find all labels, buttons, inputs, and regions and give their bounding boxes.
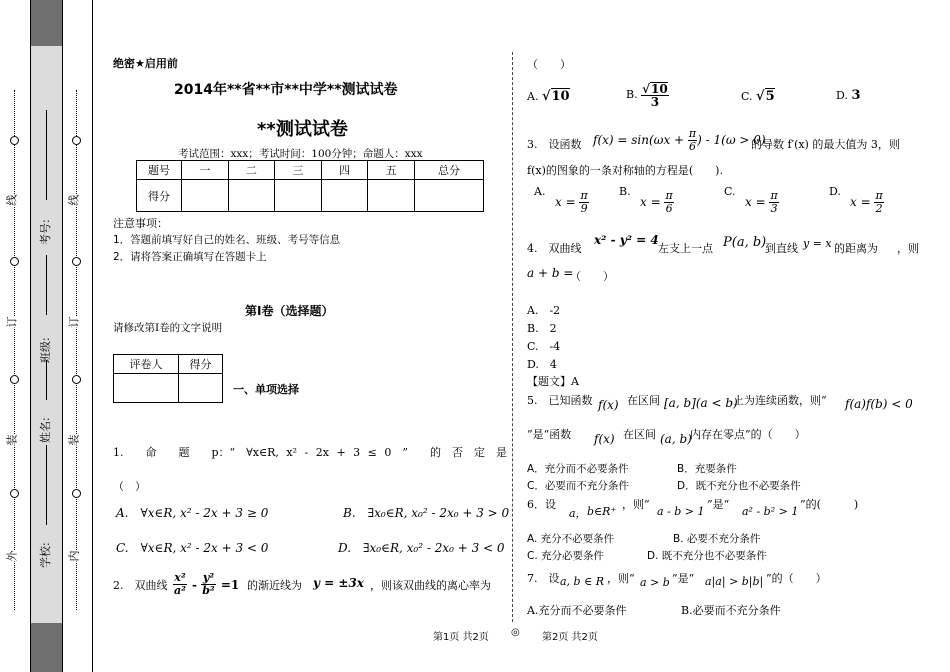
exam-info: 考试范围：xxx；考试时间：100分钟；命题人：xxx: [178, 148, 423, 160]
q7-post: ”的（ ）: [766, 572, 827, 585]
q6-mid2: ”是“: [707, 498, 730, 511]
inner-label-zhuang: 装: [67, 434, 81, 446]
q6-var-b: b∈R⁺: [587, 505, 617, 518]
section-desc: 请修改第Ⅰ卷的文字说明: [113, 322, 223, 334]
q3-option-a-label: A.: [534, 185, 546, 198]
score-table-cell[interactable]: [182, 180, 229, 212]
field-kaohao-label: 考号:: [39, 219, 52, 245]
score-table-header: 题号: [137, 161, 182, 180]
q4-post: 的距离为: [834, 242, 878, 255]
field-xuexiao-label: 学校:: [39, 542, 52, 568]
q7-pre: 7. 设: [527, 572, 560, 585]
q2-hyperbola-eq: $\frac{\text{x²}}{\text{a²}}$ - $\frac{\text{y²}}{\text{b²}}$ =1: [174, 571, 240, 597]
q5-open-interval: (a, b): [660, 432, 692, 446]
outer-label-wai: 外: [5, 550, 19, 562]
inner-circle: [72, 257, 81, 266]
q5-function-2: f(x): [594, 432, 615, 446]
q1-stem: 1. 命 题 p：“ ∀x∈R, x² - 2x + 3 ≤ 0 ” 的 否 定 是: [113, 446, 507, 459]
q2-option-a-value: 10: [551, 89, 570, 104]
q2-option-d-label: D.: [836, 89, 848, 102]
part-title: 一、单项选择: [233, 383, 299, 396]
inner-label-ding: 订: [67, 316, 81, 328]
q3-option-d-label: D.: [829, 185, 841, 198]
grader-header: 评卷人: [114, 355, 179, 374]
q2-option-d-value: 3: [851, 88, 861, 103]
q3-function: f(x) = sin(ωx + $\frac{\pi}{6}$ ) - 1(ω > 0): [593, 127, 766, 153]
q4-line: y = x: [803, 237, 832, 250]
field-banji-line[interactable]: [46, 255, 47, 315]
score-header: 得分: [179, 355, 223, 374]
q6-option-a: A. 充分不必要条件: [527, 533, 615, 545]
inner-circle: [72, 375, 81, 384]
q2-mid: 的渐近线为: [247, 579, 302, 592]
q2-option-a-label: A.: [527, 90, 539, 103]
outer-label-ding: 订: [5, 316, 19, 328]
outer-label-xian: 线: [5, 194, 19, 206]
gutter-strip-top-block: [31, 0, 62, 46]
score-table-cell[interactable]: [228, 180, 275, 212]
q3-option-d: x = $\frac{\pi}{2}$: [850, 189, 883, 215]
score-table-cell: 得分: [137, 180, 182, 212]
notes-item-2: 2．请将答案正确填写在答题卡上: [113, 251, 267, 263]
gutter-cut-line: [92, 0, 93, 672]
q5-line2a: ”是“函数: [527, 428, 572, 441]
q3-pre: 3. 设函数: [527, 138, 582, 151]
q5-option-b: B．充要条件: [677, 463, 737, 475]
q1-option-a: A. ∀x∈R, x² - 2x + 3 ≥ 0: [116, 506, 269, 520]
q4-answer: 【题文】A: [527, 375, 579, 388]
score-table-header: 五: [368, 161, 415, 180]
q3-option-c: x = $\frac{\pi}{3}$: [745, 189, 778, 215]
score-table-header: 一: [182, 161, 229, 180]
q5-pre: 5. 已知函数: [527, 394, 593, 407]
q4-sum: a + b =: [527, 266, 574, 280]
score-table-header: 三: [275, 161, 322, 180]
page-divider: [512, 52, 513, 622]
gutter-strip-bottom-block: [31, 623, 62, 672]
q2-option-a: A. √10: [527, 89, 570, 104]
q5-option-d: D．既不充分也不必要条件: [677, 480, 801, 492]
q5-option-c: C．必要而不充分条件: [527, 480, 629, 492]
q5-line2b: 内存在零点”的（ ）: [690, 428, 806, 441]
field-kaohao-line[interactable]: [46, 110, 47, 200]
q5-condition: f(a)f(b) < 0: [845, 397, 913, 411]
footer-separator: ◎: [511, 627, 520, 638]
exam-subtitle: **测试试卷: [257, 119, 348, 140]
section-title: 第Ⅰ卷（选择题）: [245, 304, 334, 318]
q7-mid1: ，则“: [607, 572, 635, 585]
score-cell[interactable]: [179, 374, 223, 403]
q6-option-b: B. 必要不充分条件: [673, 533, 761, 545]
notes-item-1: 1．答题前填写好自己的姓名、班级、考号等信息: [113, 234, 341, 246]
q6-option-d: D. 既不充分也不必要条件: [647, 550, 767, 562]
q4-mid1: 左支上一点: [658, 242, 713, 255]
q4-option-a: A. -2: [527, 304, 561, 317]
inner-circle: [72, 136, 81, 145]
gutter-inner-line: [62, 0, 63, 672]
score-table-header: 四: [321, 161, 368, 180]
secret-label: 绝密★启用前: [113, 57, 178, 70]
q5-mid1: 在区间: [627, 394, 660, 407]
outer-circle: [10, 136, 19, 145]
score-table: [136, 160, 484, 212]
q2-option-b: B. $\frac{√10}{3}$: [626, 82, 668, 109]
q2-option-b-num: 10: [650, 82, 668, 96]
q6-post: ”的( ): [800, 498, 859, 511]
grader-table: [113, 354, 223, 403]
q2-option-b-den: 3: [650, 95, 660, 109]
q2-option-c-value: 5: [765, 89, 775, 104]
inner-label-xian: 线: [67, 194, 81, 206]
q4-equation: x² - y² = 4: [594, 233, 659, 247]
q3-option-b: x = $\frac{\pi}{6}$: [640, 189, 673, 215]
outer-circle: [10, 257, 19, 266]
q6-var-a: a，: [569, 507, 587, 520]
q6-pre: 6．设: [527, 498, 556, 511]
q7-mid2: ”是“: [672, 572, 695, 585]
q2-option-c-label: C.: [741, 90, 753, 103]
grader-cell[interactable]: [114, 374, 179, 403]
q6-condition-2: a² - b² > 1: [742, 505, 799, 518]
q2-pre: 2. 双曲线: [113, 579, 168, 592]
field-xuexiao-line[interactable]: [46, 445, 47, 525]
outer-circle: [10, 375, 19, 384]
q4-mid2: 到直线: [765, 242, 798, 255]
field-xingming-label: 姓名:: [39, 417, 52, 443]
q5-mid2: 上为连续函数，则“: [733, 394, 827, 407]
q4-pre: 4. 双曲线: [527, 242, 582, 255]
q3-option-c-label: C.: [724, 185, 736, 198]
q2-option-d: [836, 88, 860, 103]
q4-option-b: B. 2: [527, 322, 557, 335]
q2-asymptote: y = ±3x: [313, 576, 364, 590]
q3-line2: f(x)的图象的一条对称轴的方程是( ).: [527, 164, 723, 177]
inner-label-nei: 内: [67, 550, 81, 562]
q1-option-b: B. ∃x₀∈R, x₀² - 2x₀ + 3 > 0: [343, 506, 510, 520]
q5-option-a: A．充分而不必要条件: [527, 463, 629, 475]
footer-right-page: 第2页 共2页: [542, 632, 598, 643]
q5-function: f(x): [598, 398, 619, 412]
q7-condition-2: a|a| > b|b|: [705, 575, 764, 588]
q4-option-d: D. 4: [527, 358, 557, 371]
q4-tail: ，则: [897, 242, 919, 255]
q1-option-c: C. ∀x∈R, x² - 2x + 3 < 0: [116, 541, 269, 555]
outer-label-zhuang: 装: [5, 434, 19, 446]
q2-option-c: C. √5: [741, 89, 775, 104]
field-xingming-line[interactable]: [46, 360, 47, 400]
q3-option-a: x = $\frac{\pi}{9}$: [555, 189, 588, 215]
q5-mid3: 在区间: [623, 428, 656, 441]
outer-dotted-line: [14, 90, 15, 610]
inner-dotted-line: [76, 90, 77, 610]
score-table-cell[interactable]: [275, 180, 322, 212]
field-banji-label: 班级:: [39, 337, 52, 363]
score-table-header: 二: [228, 161, 275, 180]
q2-paren: （ ）: [527, 58, 571, 71]
q6-condition-1: a - b > 1: [657, 505, 705, 518]
q7-set: a, b ∈ R: [560, 575, 605, 588]
q3-post: 的导数 f′(x) 的最大值为 3，则: [751, 138, 900, 151]
q4-option-c: C. -4: [527, 340, 561, 353]
q3-option-b-label: B.: [619, 185, 631, 198]
q1-paren: （ ）: [113, 480, 146, 493]
exam-title: 2014年**省**市**中学**测试试卷: [174, 82, 398, 98]
score-table-cell[interactable]: [321, 180, 368, 212]
q7-option-b: B.必要而不充分条件: [681, 604, 781, 617]
q1-option-d: D. ∃x₀∈R, x₀² - 2x₀ + 3 < 0: [338, 541, 505, 555]
q2-post: ，则该双曲线的离心率为: [370, 579, 491, 592]
inner-circle: [72, 489, 81, 498]
q6-option-c: C. 充分必要条件: [527, 550, 605, 562]
q6-mid1: ，则“: [622, 498, 650, 511]
score-table-cell[interactable]: [415, 180, 484, 212]
score-table-header: 总分: [415, 161, 484, 180]
q5-interval: [a, b](a < b): [664, 396, 738, 410]
q4-point: P(a, b): [723, 235, 767, 250]
q7-condition-1: a > b: [640, 576, 670, 589]
q4-paren: （ ）: [570, 270, 614, 283]
q7-option-a: A.充分而不必要条件: [527, 604, 627, 617]
q2-option-b-label: B.: [626, 88, 638, 101]
footer-left-page: 第1页 共2页: [433, 632, 489, 643]
outer-circle: [10, 489, 19, 498]
notes-title: 注意事项：: [113, 217, 168, 230]
score-table-cell[interactable]: [368, 180, 415, 212]
